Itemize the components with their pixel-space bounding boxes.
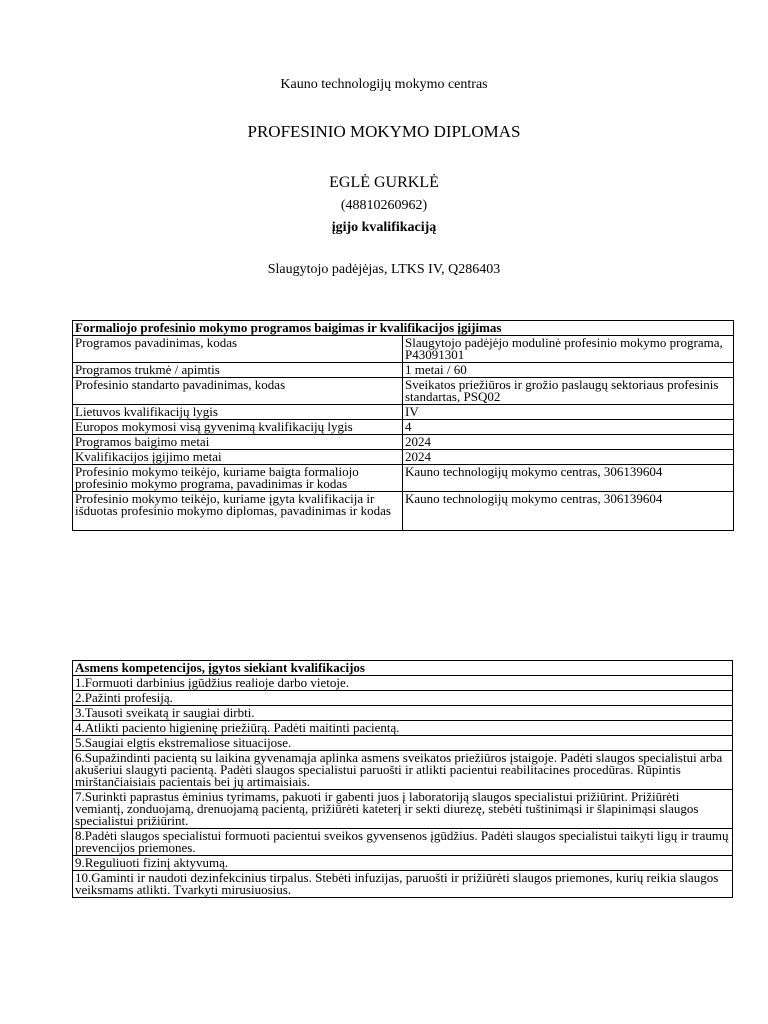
row-label: Profesinio mokymo teikėjo, kuriame baigta formaliojo profesinio mokymo programa, pavadinimas ir kodas [73,465,403,492]
row-label: Profesinio mokymo teikėjo, kuriame įgyta kvalifikacija ir išduotas profesinio mokymo diplomas, pavadinimas ir kodas [73,492,403,531]
acquired-label: įgijo kvalifikaciją [331,220,437,235]
program-table [72,320,734,531]
row-label: Kvalifikacijos įgijimo metai [73,450,403,465]
competence-item: 4.Atlikti paciento higieninę priežiūrą. Padėti maitinti pacientą. [73,721,733,736]
table-row [73,435,734,450]
row-label: Programos baigimo metai [73,435,403,450]
competence-item: 5.Saugiai elgtis ekstremaliose situacijose. [73,736,733,751]
row-value: Slaugytojo padėjėjo modulinė profesinio mokymo programa, P43091301 [403,336,734,363]
table-row [73,676,733,691]
qualification-title: Slaugytojo padėjėjas, LTKS IV, Q286403 [267,262,501,277]
row-value: 1 metai / 60 [403,363,734,378]
table-row [73,721,733,736]
row-label: Lietuvos kvalifikacijų lygis [73,405,403,420]
row-label: Europos mokymosi visą gyvenimą kvalifikacijų lygis [73,420,403,435]
table-row [73,706,733,721]
holder-name: EGLĖ GURKLĖ [329,174,439,191]
row-value: 4 [403,420,734,435]
table-row [73,492,734,531]
table-row [73,378,734,405]
row-value: IV [403,405,734,420]
table-row [73,856,733,871]
competence-table [72,660,733,898]
row-value: Kauno technologijų mokymo centras, 306139604 [403,465,734,492]
competence-table-heading: Asmens kompetencijos, įgytos siekiant kvalifikacijos [73,661,733,676]
competence-item: 9.Reguliuoti fizinį aktyvumą. [73,856,733,871]
row-value: Kauno technologijų mokymo centras, 306139604 [403,492,734,531]
row-value: 2024 [403,435,734,450]
table-row [73,420,734,435]
row-label: Profesinio standarto pavadinimas, kodas [73,378,403,405]
table-row [73,450,734,465]
row-value: 2024 [403,450,734,465]
table-row [73,829,733,856]
table-row [73,751,733,790]
table-row [73,336,734,363]
table-row [73,871,733,898]
holder-personal-code: (48810260962) [340,198,428,213]
competence-item: 7.Surinkti paprastus ėminius tyrimams, pakuoti ir gabenti juos į laboratoriją slaugos specialistui prižiūrint. Prižiūrėti vemiantį, zonduojamą, drenuojamą pacientą, prižiūrėti kateterį ir sekti diurezę, stebėti tuštinimąsi ir šlapinimąsi slaugos specialistui prižiūrint. [73,790,733,829]
program-table-heading-row [73,321,734,336]
competence-item: 6.Supažindinti pacientą su laikina gyvenamąja aplinka asmens sveikatos priežiūros įstaigoje. Padėti slaugos specialistui arba akušeriui slaugyti pacientą. Padėti slaugos specialistui paruošti ir atlikti pacientui reabilitacines procedūras. Rūpintis mirštančiaisiais pacientais bei jų artimaisiais. [73,751,733,790]
row-label: Programos trukmė / apimtis [73,363,403,378]
table-row [73,465,734,492]
program-table-heading: Formaliojo profesinio mokymo programos baigimas ir kvalifikacijos įgijimas [73,321,734,336]
institution-name: Kauno technologijų mokymo centras [280,77,488,92]
row-label: Programos pavadinimas, kodas [73,336,403,363]
competence-table-heading-row [73,661,733,676]
document-title: PROFESINIO MOKYMO DIPLOMAS [247,122,521,141]
competence-item: 1.Formuoti darbinius įgūdžius realioje darbo vietoje. [73,676,733,691]
table-row [73,691,733,706]
table-row [73,363,734,378]
table-row [73,736,733,751]
table-row [73,790,733,829]
competence-item: 8.Padėti slaugos specialistui formuoti pacientui sveikos gyvensenos įgūdžius. Padėti slaugos specialistui taikyti ligų ir traumų prevencijos priemones. [73,829,733,856]
row-value: Sveikatos priežiūros ir grožio paslaugų sektoriaus profesinis standartas, PSQ02 [403,378,734,405]
competence-item: 10.Gaminti ir naudoti dezinfekcinius tirpalus. Stebėti infuzijas, paruošti ir prižiūrėti slaugos priemones, kurių reikia slaugos veiksmams atlikti. Tvarkyti mirusiuosius. [73,871,733,898]
competence-item: 2.Pažinti profesiją. [73,691,733,706]
table-row [73,405,734,420]
competence-item: 3.Tausoti sveikatą ir saugiai dirbti. [73,706,733,721]
